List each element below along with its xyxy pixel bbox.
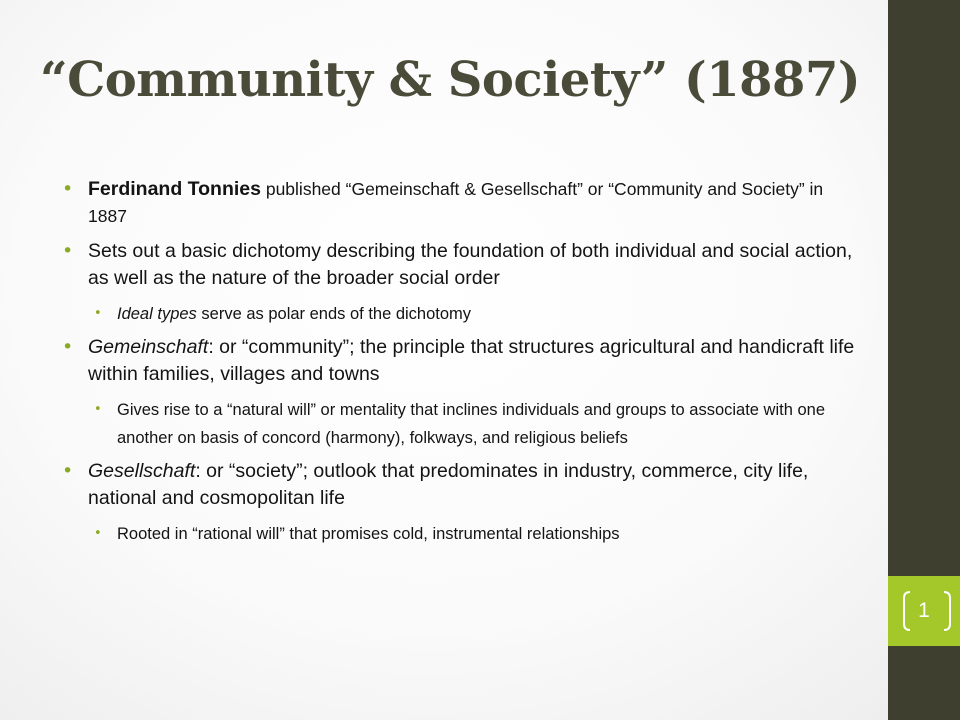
bullet-dot-icon: • bbox=[62, 336, 74, 358]
bullet-text: Gives rise to a “natural will” or mentality that inclines individuals and groups to associate with one another on basis of concord (harmony), folkways, and religious beliefs bbox=[117, 401, 826, 447]
sub-bullet-item bbox=[62, 300, 862, 328]
bullet-item bbox=[62, 458, 862, 512]
bullet-dot-icon: • bbox=[62, 460, 74, 482]
slide-number: 1 bbox=[918, 599, 930, 622]
bullet-item bbox=[62, 176, 862, 230]
bullet-dot-icon: • bbox=[62, 178, 74, 200]
bullet-text: : or “society”; outlook that predominates in industry, commerce, city life, national and cosmopolitan life bbox=[88, 460, 809, 509]
bullet-italic-text: Gemeinschaft bbox=[88, 336, 209, 358]
bullet-dot-icon: • bbox=[62, 240, 74, 262]
sub-bullet-item bbox=[62, 396, 862, 452]
bullet-dot-icon: • bbox=[94, 402, 102, 417]
bullet-dot-icon: • bbox=[94, 306, 102, 321]
bullet-item bbox=[62, 334, 862, 388]
bullet-item bbox=[62, 238, 862, 292]
bullet-text: serve as polar ends of the dichotomy bbox=[196, 305, 472, 323]
bullet-italic-text: Ideal types bbox=[117, 305, 197, 323]
bullet-dot-icon: • bbox=[94, 526, 102, 541]
bullet-bold-text: Ferdinand Tonnies bbox=[88, 178, 261, 200]
bullet-text: Sets out a basic dichotomy describing the foundation of both individual and social action, as well as the nature of the broader social order bbox=[88, 240, 853, 289]
bullet-text: published “Gemeinschaft & Gesellschaft” or “Community and Society” in 1887 bbox=[88, 179, 824, 226]
bullet-italic-text: Gesellschaft bbox=[88, 460, 196, 482]
sub-bullet-item bbox=[62, 520, 862, 548]
bullet-list bbox=[62, 176, 862, 554]
bullet-text: Rooted in “rational will” that promises cold, instrumental relationships bbox=[117, 525, 620, 543]
bullet-text: : or “community”; the principle that structures agricultural and handicraft life within families, villages and towns bbox=[88, 336, 855, 385]
slide-title: “Community & Society” (1887) bbox=[39, 52, 861, 108]
